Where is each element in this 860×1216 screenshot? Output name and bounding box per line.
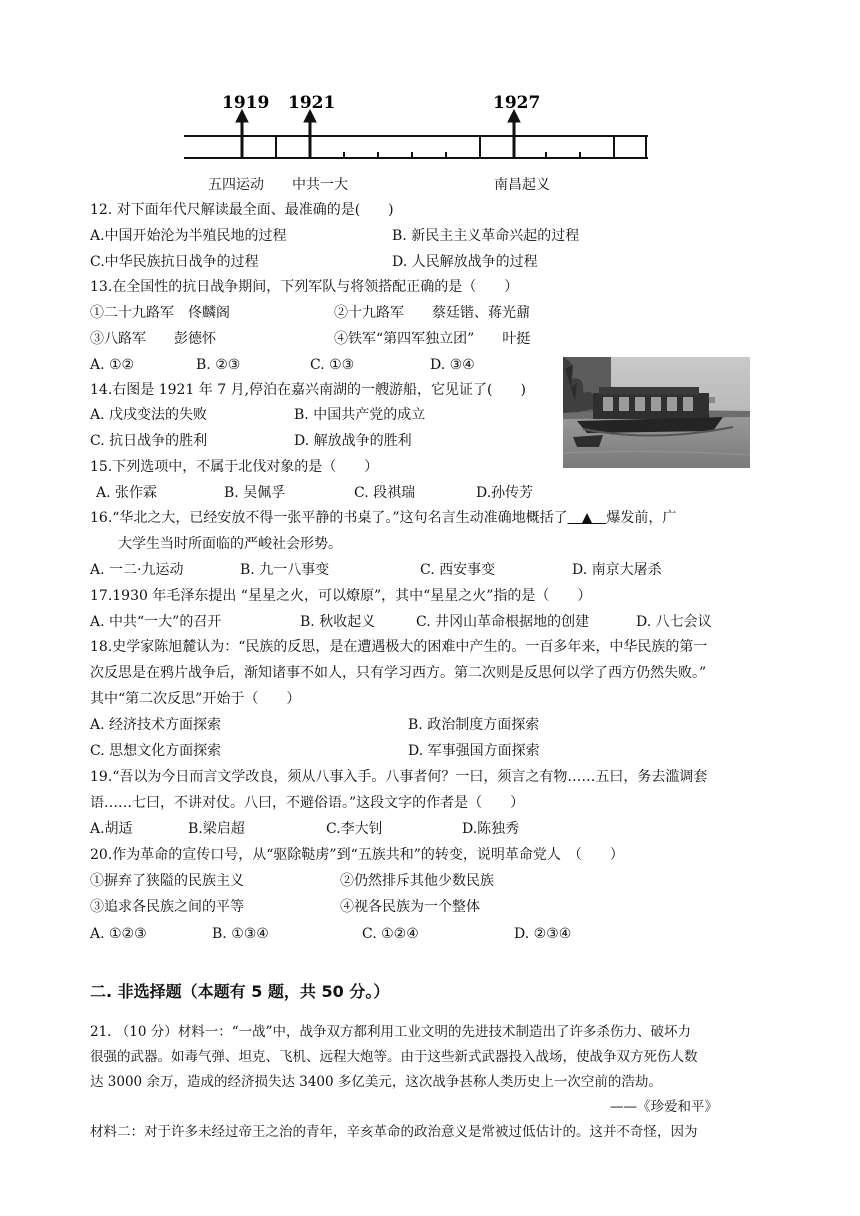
q20-stem: 20.作为革命的宣传口号，从“驱除鞑虏”到“五族共和”的转变，说明革命党人 （ ） bbox=[90, 847, 624, 863]
q19-stem-line1: 19.“吾以为今日而言文学改良，须从八事入手。八事者何？一曰，须言之有物……五曰，务去滥调套 bbox=[90, 769, 708, 785]
q14-option-c: C. 抗日战争的胜利 bbox=[90, 433, 208, 449]
q13-stem: 13.在全国性的抗日战争期间，下列军队与将领搭配正确的是（ ） bbox=[90, 279, 519, 295]
q13-item-4: ④铁军“第四军独立团” 叶挺 bbox=[334, 331, 531, 347]
q13-item-3: ③八路军 彭德怀 bbox=[90, 331, 216, 347]
q16-blank-triangle: ▲ bbox=[567, 510, 607, 526]
q20-item-1: ①摒弃了狭隘的民族主义 bbox=[90, 873, 244, 889]
q13-option-c: C. ①③ bbox=[310, 357, 355, 373]
q17-option-c: C. 井冈山革命根据地的创建 bbox=[416, 614, 590, 630]
q21-material1-source: ——《珍爱和平》 bbox=[610, 1099, 718, 1115]
q12-option-b: B. 新民主主义革命兴起的过程 bbox=[392, 228, 580, 244]
q14-stem: 14.右图是 1921 年 7 月,停泊在嘉兴南湖的一艘游船，它见证了( ) bbox=[90, 382, 526, 398]
q16-stem-line2: 大学生当时所面临的严峻社会形势。 bbox=[118, 536, 342, 552]
q15-option-a: A. 张作霖 bbox=[96, 485, 158, 501]
q20-option-d: D. ②③④ bbox=[514, 926, 572, 942]
timeline-year-1921: 1921 bbox=[288, 93, 336, 113]
q16-option-a: A. 一二·九运动 bbox=[90, 562, 184, 578]
timeline-year-1919: 1919 bbox=[222, 93, 270, 113]
q18-option-b: B. 政治制度方面探索 bbox=[408, 717, 540, 733]
q19-option-c: C.李大钊 bbox=[326, 821, 383, 837]
q15-stem: 15.下列选项中，不属于北伐对象的是（ ） bbox=[90, 459, 379, 475]
q18-stem-line3: 其中“第二次反思”开始于（ ） bbox=[90, 691, 301, 707]
timeline-label-may4: 五四运动 bbox=[208, 177, 264, 193]
q15-option-c: C. 段祺瑞 bbox=[354, 485, 416, 501]
q17-option-b: B. 秋收起义 bbox=[300, 614, 376, 630]
q17-option-a: A. 中共“一大”的召开 bbox=[90, 614, 222, 630]
timeline-ruler bbox=[184, 136, 648, 158]
q18-option-c: C. 思想文化方面探索 bbox=[90, 743, 222, 759]
timeline-label-cpc-first-congress: 中共一大 bbox=[292, 177, 348, 193]
q21-material1-line2: 很强的武器。如毒气弹、坦克、飞机、远程大炮等。由于这些新式武器投入战场，使战争双方死伤人数 bbox=[90, 1049, 698, 1065]
q20-option-b: B. ①③④ bbox=[212, 926, 269, 942]
q21-material1-line3: 达 3000 余万，造成的经济损失达 3400 多亿美元，这次战争甚称人类历史上一次空前的浩劫。 bbox=[90, 1074, 662, 1090]
q16-option-b: B. 九一八事变 bbox=[240, 562, 330, 578]
q20-item-3: ③追求各民族之间的平等 bbox=[90, 899, 244, 915]
q12-option-c: C.中华民族抗日战争的过程 bbox=[90, 254, 259, 270]
q13-option-d: D. ③④ bbox=[430, 357, 475, 373]
q19-option-b: B.梁启超 bbox=[188, 821, 245, 837]
q18-stem-line2: 次反思是在鸦片战争后，渐知诸事不如人，只有学习西方。第二次则是反思何以学了西方仍然失败。” bbox=[90, 665, 707, 681]
q16-stem-part2: 爆发前，广 bbox=[606, 510, 677, 526]
q18-stem-line1: 18.史学家陈旭麓认为：“民族的反思，是在遭遇极大的困难中产生的。一百多年来，中华民族的第一 bbox=[90, 639, 708, 655]
q12-option-a: A.中国开始沦为半殖民地的过程 bbox=[90, 228, 287, 244]
q13-option-b: B. ②③ bbox=[196, 357, 241, 373]
timeline-year-1927: 1927 bbox=[493, 93, 541, 113]
q19-option-a: A.胡适 bbox=[90, 821, 133, 837]
q13-item-1: ①二十九路军 佟麟阁 bbox=[90, 305, 230, 321]
q12-stem: 12. 对下面年代尺解读最全面、最准确的是( ) bbox=[90, 202, 394, 218]
q14-option-b: B. 中国共产党的成立 bbox=[294, 407, 426, 423]
q21-material2-line1: 材料二：对于许多未经过帝王之治的青年，辛亥革命的政治意义是常被过低估计的。这并不奇怪，因为 bbox=[90, 1124, 698, 1140]
q19-option-d: D.陈独秀 bbox=[462, 821, 520, 837]
q18-option-d: D. 军事强国方面探索 bbox=[408, 743, 540, 759]
q16-option-c: C. 西安事变 bbox=[420, 562, 496, 578]
red-boat-photo bbox=[563, 357, 750, 468]
q21-material1-line1: 21. （10 分）材料一：“一战”中，战争双方都利用工业文明的先进技术制造出了许多杀伤力、破坏力 bbox=[90, 1024, 692, 1040]
q13-option-a: A. ①② bbox=[90, 357, 135, 373]
q15-option-d: D.孙传芳 bbox=[476, 485, 534, 501]
q17-option-d: D. 八七会议 bbox=[636, 614, 712, 630]
q20-option-a: A. ①②③ bbox=[90, 926, 147, 942]
q14-option-a: A. 戊戌变法的失败 bbox=[90, 407, 208, 423]
q15-option-b: B. 吴佩孚 bbox=[224, 485, 286, 501]
section2-title: 二. 非选择题（本题有 5 题，共 50 分。） bbox=[90, 982, 390, 1001]
timeline-label-nanchang-uprising: 南昌起义 bbox=[494, 177, 550, 193]
timeline-figure bbox=[180, 92, 652, 164]
q13-item-2: ②十九路军 蔡廷锴、蒋光鼐 bbox=[334, 305, 530, 321]
q20-option-c: C. ①②④ bbox=[362, 926, 419, 942]
q16-stem-line1 bbox=[90, 508, 676, 528]
q17-stem: 17.1930 年毛泽东提出 “星星之火，可以燎原”，其中“星星之火”指的是（ ） bbox=[90, 588, 592, 604]
q20-item-2: ②仍然排斥其他少数民族 bbox=[340, 873, 494, 889]
q12-option-d: D. 人民解放战争的过程 bbox=[392, 254, 538, 270]
q20-item-4: ④视各民族为一个整体 bbox=[340, 899, 480, 915]
q18-option-a: A. 经济技术方面探索 bbox=[90, 717, 222, 733]
q16-stem-part1: 16.“华北之大，已经安放不得一张平静的书桌了。”这句名言生动准确地概括了 bbox=[90, 510, 568, 526]
timeline-arrows bbox=[236, 110, 520, 158]
q14-option-d: D. 解放战争的胜利 bbox=[294, 433, 412, 449]
q19-stem-line2: 语……七曰，不讲对仗。八曰，不避俗语。”这段文字的作者是（ ） bbox=[90, 795, 525, 811]
q16-option-d: D. 南京大屠杀 bbox=[572, 562, 662, 578]
